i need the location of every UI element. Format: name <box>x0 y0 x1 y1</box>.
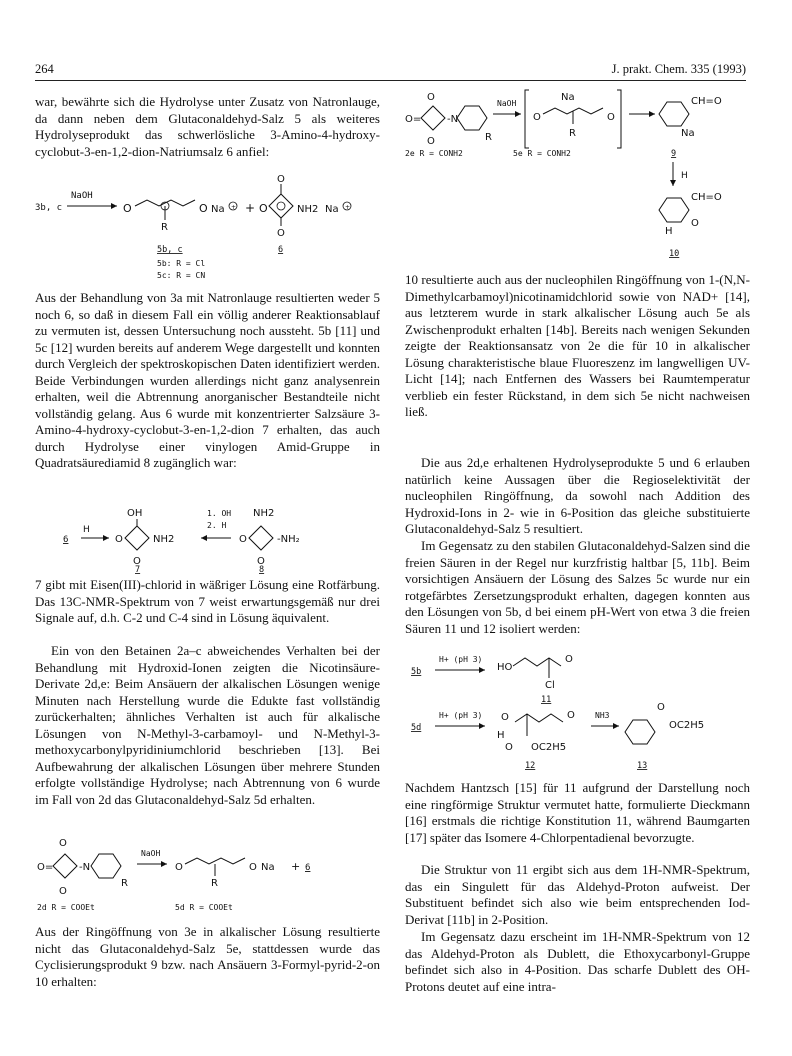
svg-text:O: O <box>657 702 665 713</box>
svg-text:O: O <box>567 710 575 721</box>
svg-text:O: O <box>257 556 265 567</box>
pyridinium-ring-2d <box>91 854 121 878</box>
label-11: 11 <box>541 695 552 705</box>
nh-hydrogen: H <box>665 226 673 237</box>
squaric-ring-7 <box>125 526 149 550</box>
amino-group-7: NH2 <box>153 534 175 545</box>
pyridone-ring-10 <box>659 198 689 222</box>
start-compound-6: 6 <box>63 535 69 545</box>
definition-5c: 5c: R = CN <box>157 271 206 280</box>
squaric-ring-2d <box>53 854 77 878</box>
left-paragraph-1: war, bewährte sich die Hydrolyse unter Zusatz von Natronlauge, da dann neben dem Glutaconaldehyd-Salz 5 als weiteres Hydrolyseprodukt das schwerlösliche 3-Amino-4-hydroxy-cyclobut-3-en-1,2-dion-Natriumsalz 6 anfiel: <box>35 94 380 159</box>
reagent-label: NaOH <box>71 191 93 201</box>
reagent-naoh-2: NaOH <box>141 849 161 858</box>
chain-11 <box>513 658 561 666</box>
right-paragraph-2: Die aus 2d,e erhaltenen Hydrolyseprodukte 5 und 6 erlauben natürlich keine Aussagen über die Regioselektivität der nucleophilen Ringöffnung, da sowohl nach Addition des Hydroxid-Ions in 2- wie in 6-Position das gleiche substituierte Glutaconaldehyd-Salz 5 resultiert. <box>405 455 750 536</box>
squaric-ring-8 <box>249 526 273 550</box>
bracket-right <box>617 90 621 148</box>
pyridinium-ring-2e <box>457 106 487 130</box>
svg-text:O: O <box>277 228 285 239</box>
svg-text:-N: -N <box>79 862 91 873</box>
svg-text:O: O <box>565 654 573 665</box>
squaric-ring-2e <box>421 106 445 130</box>
svg-text:O: O <box>533 112 541 123</box>
definition-2d: 2d R = COOEt <box>37 903 95 912</box>
reagent-nh3: NH3 <box>595 711 610 720</box>
svg-text:O: O <box>277 174 285 185</box>
right-paragraph-5: Die Struktur von 11 ergibt sich aus dem 1H-NMR-Spektrum, das ein Singulett für das Aldehyd-Proton aufweist. Der Substituent befindet sich also wie beim entsprechenden Iod-Derivat [11b] in 2-Position. <box>405 862 750 927</box>
amino-group: NH2 <box>297 204 319 215</box>
label-7: 7 <box>135 565 141 575</box>
svg-text:O: O <box>175 862 183 873</box>
svg-text:O: O <box>427 136 435 147</box>
formyl-10: CH=O <box>691 192 722 203</box>
running-header <box>35 62 746 81</box>
svg-text:O: O <box>115 534 123 545</box>
chloro-11: Cl <box>545 680 555 691</box>
svg-text:O=: O= <box>37 862 54 873</box>
anion-oxygen-right: O <box>199 202 208 215</box>
left-paragraph-4: Ein von den Betainen 2a–c abweichendes Verhalten bei der Behandlung mit Hydroxid-Ionen zeigten die Nicotinsäure-Derivate 2d,e: Beim Ansäuern der alkalischen Lösungen wenige Minuten nach Herstellung wurde die Edukte fast vollständig zurückerhalten; ähnliches Verhalten ist auch für alkalische Lösungen von N-Methyl-3-carbamoyl- und N-Methyl-3-methoxycarbonylpyridiniumchlorid beschrieben [13]. Bei Aufbewahrung der alkalischen Lösungen über mehrere Stunden erfolgte vollständige Hydrolyse; nach Abtrennung von 6 wurde im Fall von 2d das Glutaconaldehyd-Salz 5d erhalten. <box>35 643 380 807</box>
right-paragraph-4: Nachdem Hantzsch [15] für 11 aufgrund der Darstellung noch eine ringförmige Struktur vermutet hatte, formulierte Dieckmann [16] erstmals die richtige Konstitution 11, während Baumgarten [17] später das Isomere 4-Chlorpentadienal bevorzugte. <box>405 780 750 845</box>
scheme-squaric-acid <box>35 502 380 577</box>
label-12: 12 <box>525 761 536 771</box>
right-paragraph-1: 10 resultierte auch aus der nucleophilen Ringöffnung von 1-(N,N-Dimethylcarbamoyl)nicotinamidchlorid sowie von NAD+ [14], aus letzterem wurde in stark alkalischer Lösung auch 5e als Zwischenprodukt erhalten [14b]. Bereits nach wenigen Sekunden zeigte der Reaktionsansatz von 2e die für 10 in alkalischer Lösung charakteristische blaue Fluoreszenz im langwelligen UV-Licht [14]; nach Entfernen des Wassers bei Raumtemperatur verblieb ein fester Rückstand, in dem sich 5e nicht nachweisen ließ. <box>405 272 750 419</box>
pyridine-ring-13 <box>625 720 655 744</box>
start-5b: 5b <box>411 667 422 677</box>
svg-text:+: + <box>231 204 237 211</box>
svg-text:-NH₂: -NH₂ <box>277 534 300 545</box>
definition-5d: 5d R = COOEt <box>175 903 233 912</box>
scheme-hydrolysis-3bc <box>35 172 380 287</box>
substituent-r: R <box>161 222 168 233</box>
label-5bc: 5b, c <box>157 245 183 255</box>
chain-12 <box>515 714 563 722</box>
svg-text:O: O <box>59 886 67 897</box>
reagent-naoh-3: NaOH <box>497 99 517 108</box>
label-8: 8 <box>259 565 265 575</box>
svg-text:+: + <box>291 860 301 873</box>
hydroxy-group: OH <box>127 508 143 519</box>
left-paragraph-3: 7 gibt mit Eisen(III)-chlorid in wäßriger Lösung eine Rotfärbung. Das 13C-NMR-Spektrum von 7 weist erwartungsgemäß nur drei Signale auf, d.h. C-2 und C-4 sind in Lösung äquivalent. <box>35 577 380 625</box>
scheme-2d-hydrolysis <box>35 834 380 919</box>
condition-ph3-a: H+ (pH 3) <box>439 655 483 664</box>
definition-5b: 5b: R = Cl <box>157 259 206 268</box>
amino-group-8a: NH2 <box>253 508 275 519</box>
svg-text:O: O <box>133 556 141 567</box>
definition-5e: 5e R = CONH2 <box>513 149 571 158</box>
page-number: 264 <box>35 62 54 76</box>
substituent-r-2d: R <box>121 878 128 889</box>
svg-text:O: O <box>691 218 699 229</box>
sodium-9: Na <box>681 128 695 139</box>
substituent-r-5e: R <box>569 128 576 139</box>
formyl-9: CH=O <box>691 96 722 107</box>
svg-text:O: O <box>501 712 509 723</box>
ethoxy-13: OC2H5 <box>669 720 705 731</box>
right-paragraph-6: Im Gegensatz dazu erscheint im 1H-NMR-Spektrum von 12 das Aldehyd-Proton als Dublett, die Ethoxycarbonyl-Gruppe befindet sich also in 4-Position. Das scharfe Dublett des OH-Protons deutet auf eine intra- <box>405 929 750 994</box>
left-paragraph-2: Aus der Behandlung von 3a mit Natronlauge resultierten weder 5 noch 6, so daß in diesem Fall ein völlig anderer Reaktionsablauf zu vermuten ist, dessen Untersuchung noch aussteht. 5b [11] und 5c [12] wurden bereits auf anderem Wege dargestellt und konnten durch Vergleich der spektroskopischen Daten identifiziert werden. Beide Verbindungen wurden allerdings nicht ganz analysenrein erhalten, weil die Abtrennung anorganischer Bestandteile nicht vollständig gelang. Aus 6 wurde mit konzentrierter Salzsäure 3-Amino-4-hydroxy-cyclobut-3-en-1,2-dion 7 erhalten, das auch durch Hydrolyse einer vinylogen Amid-Gruppe in Quadratsäurediamid 8 zugänglich war: <box>35 290 380 470</box>
start-compound-label: 3b, c <box>35 203 63 213</box>
plus-sign: + <box>245 201 256 215</box>
bracket-left <box>525 90 529 148</box>
svg-text:O: O <box>607 112 615 123</box>
acid-h: H <box>681 171 688 181</box>
svg-text:O: O <box>59 838 67 849</box>
polymethine-chain <box>135 200 195 206</box>
ethoxy-12: OC2H5 <box>531 742 567 753</box>
left-paragraph-5: Aus der Ringöffnung von 3e in alkalischer Lösung resultierte nicht das Glutaconaldehyd-Salz 5e, stattdessen wurde das Cyclisierungsprodukt 9 bzw. nach Ansäuern 3-Formyl-pyrid-2-on 10 erhalten: <box>35 924 380 989</box>
anion-oxygen-left: O <box>123 202 132 215</box>
journal-citation: J. prakt. Chem. 335 (1993) <box>611 62 746 76</box>
arrow-head <box>111 203 117 209</box>
svg-text:O: O <box>249 862 257 873</box>
svg-text:O: O <box>239 534 247 545</box>
start-5d: 5d <box>411 723 422 733</box>
label-13: 13 <box>637 761 648 771</box>
svg-text:O: O <box>427 92 435 103</box>
label-10: 10 <box>669 249 680 259</box>
svg-text:O: O <box>505 742 513 753</box>
substituent-r-5d: R <box>211 878 218 889</box>
sodium-5e: Na <box>561 92 575 103</box>
squaric-ring <box>269 194 293 218</box>
label-9: 9 <box>671 149 677 159</box>
scheme-free-acids <box>405 644 750 777</box>
condition-ph3-b: H+ (pH 3) <box>439 711 483 720</box>
sodium-counterion: Na <box>211 204 225 215</box>
substituent-r-2e: R <box>485 132 492 143</box>
sodium-5d: Na <box>261 862 275 873</box>
svg-text:O=: O= <box>405 114 422 125</box>
scheme-2e-cyclisation <box>405 88 750 271</box>
svg-text:-N: -N <box>447 114 459 125</box>
step-2: 2. H <box>207 521 227 530</box>
svg-text:+: + <box>345 204 351 211</box>
product-6: 6 <box>305 863 311 873</box>
label-6: 6 <box>278 245 284 255</box>
right-paragraph-3: Im Gegensatz zu den stabilen Glutaconaldehyd-Salzen sind die freien Säuren in der Regel nur kurzfristig haltbar [5, 11b]. Beim vorsichtigen Ansäuern der Lösung des Salzes 5c wurde nur ein rotgefärbtes Zersetzungsprodukt erhalten, dagegen konnten aus den Lösungen von 5b, d bei einem pH-Wert von etwa 3 die freien Säuren 11 und 12 isoliert werden: <box>405 538 750 636</box>
step-1: 1. OH <box>207 509 232 518</box>
pyridine-ring-9 <box>659 102 689 126</box>
acid-reagent: H <box>83 525 90 535</box>
hydroxy-11: HO <box>497 662 513 673</box>
oxo-left: O <box>259 202 268 215</box>
sodium-counterion-2: Na <box>325 204 339 215</box>
hydrogen-12: H <box>497 730 505 741</box>
definition-2e: 2e R = CONH2 <box>405 149 463 158</box>
